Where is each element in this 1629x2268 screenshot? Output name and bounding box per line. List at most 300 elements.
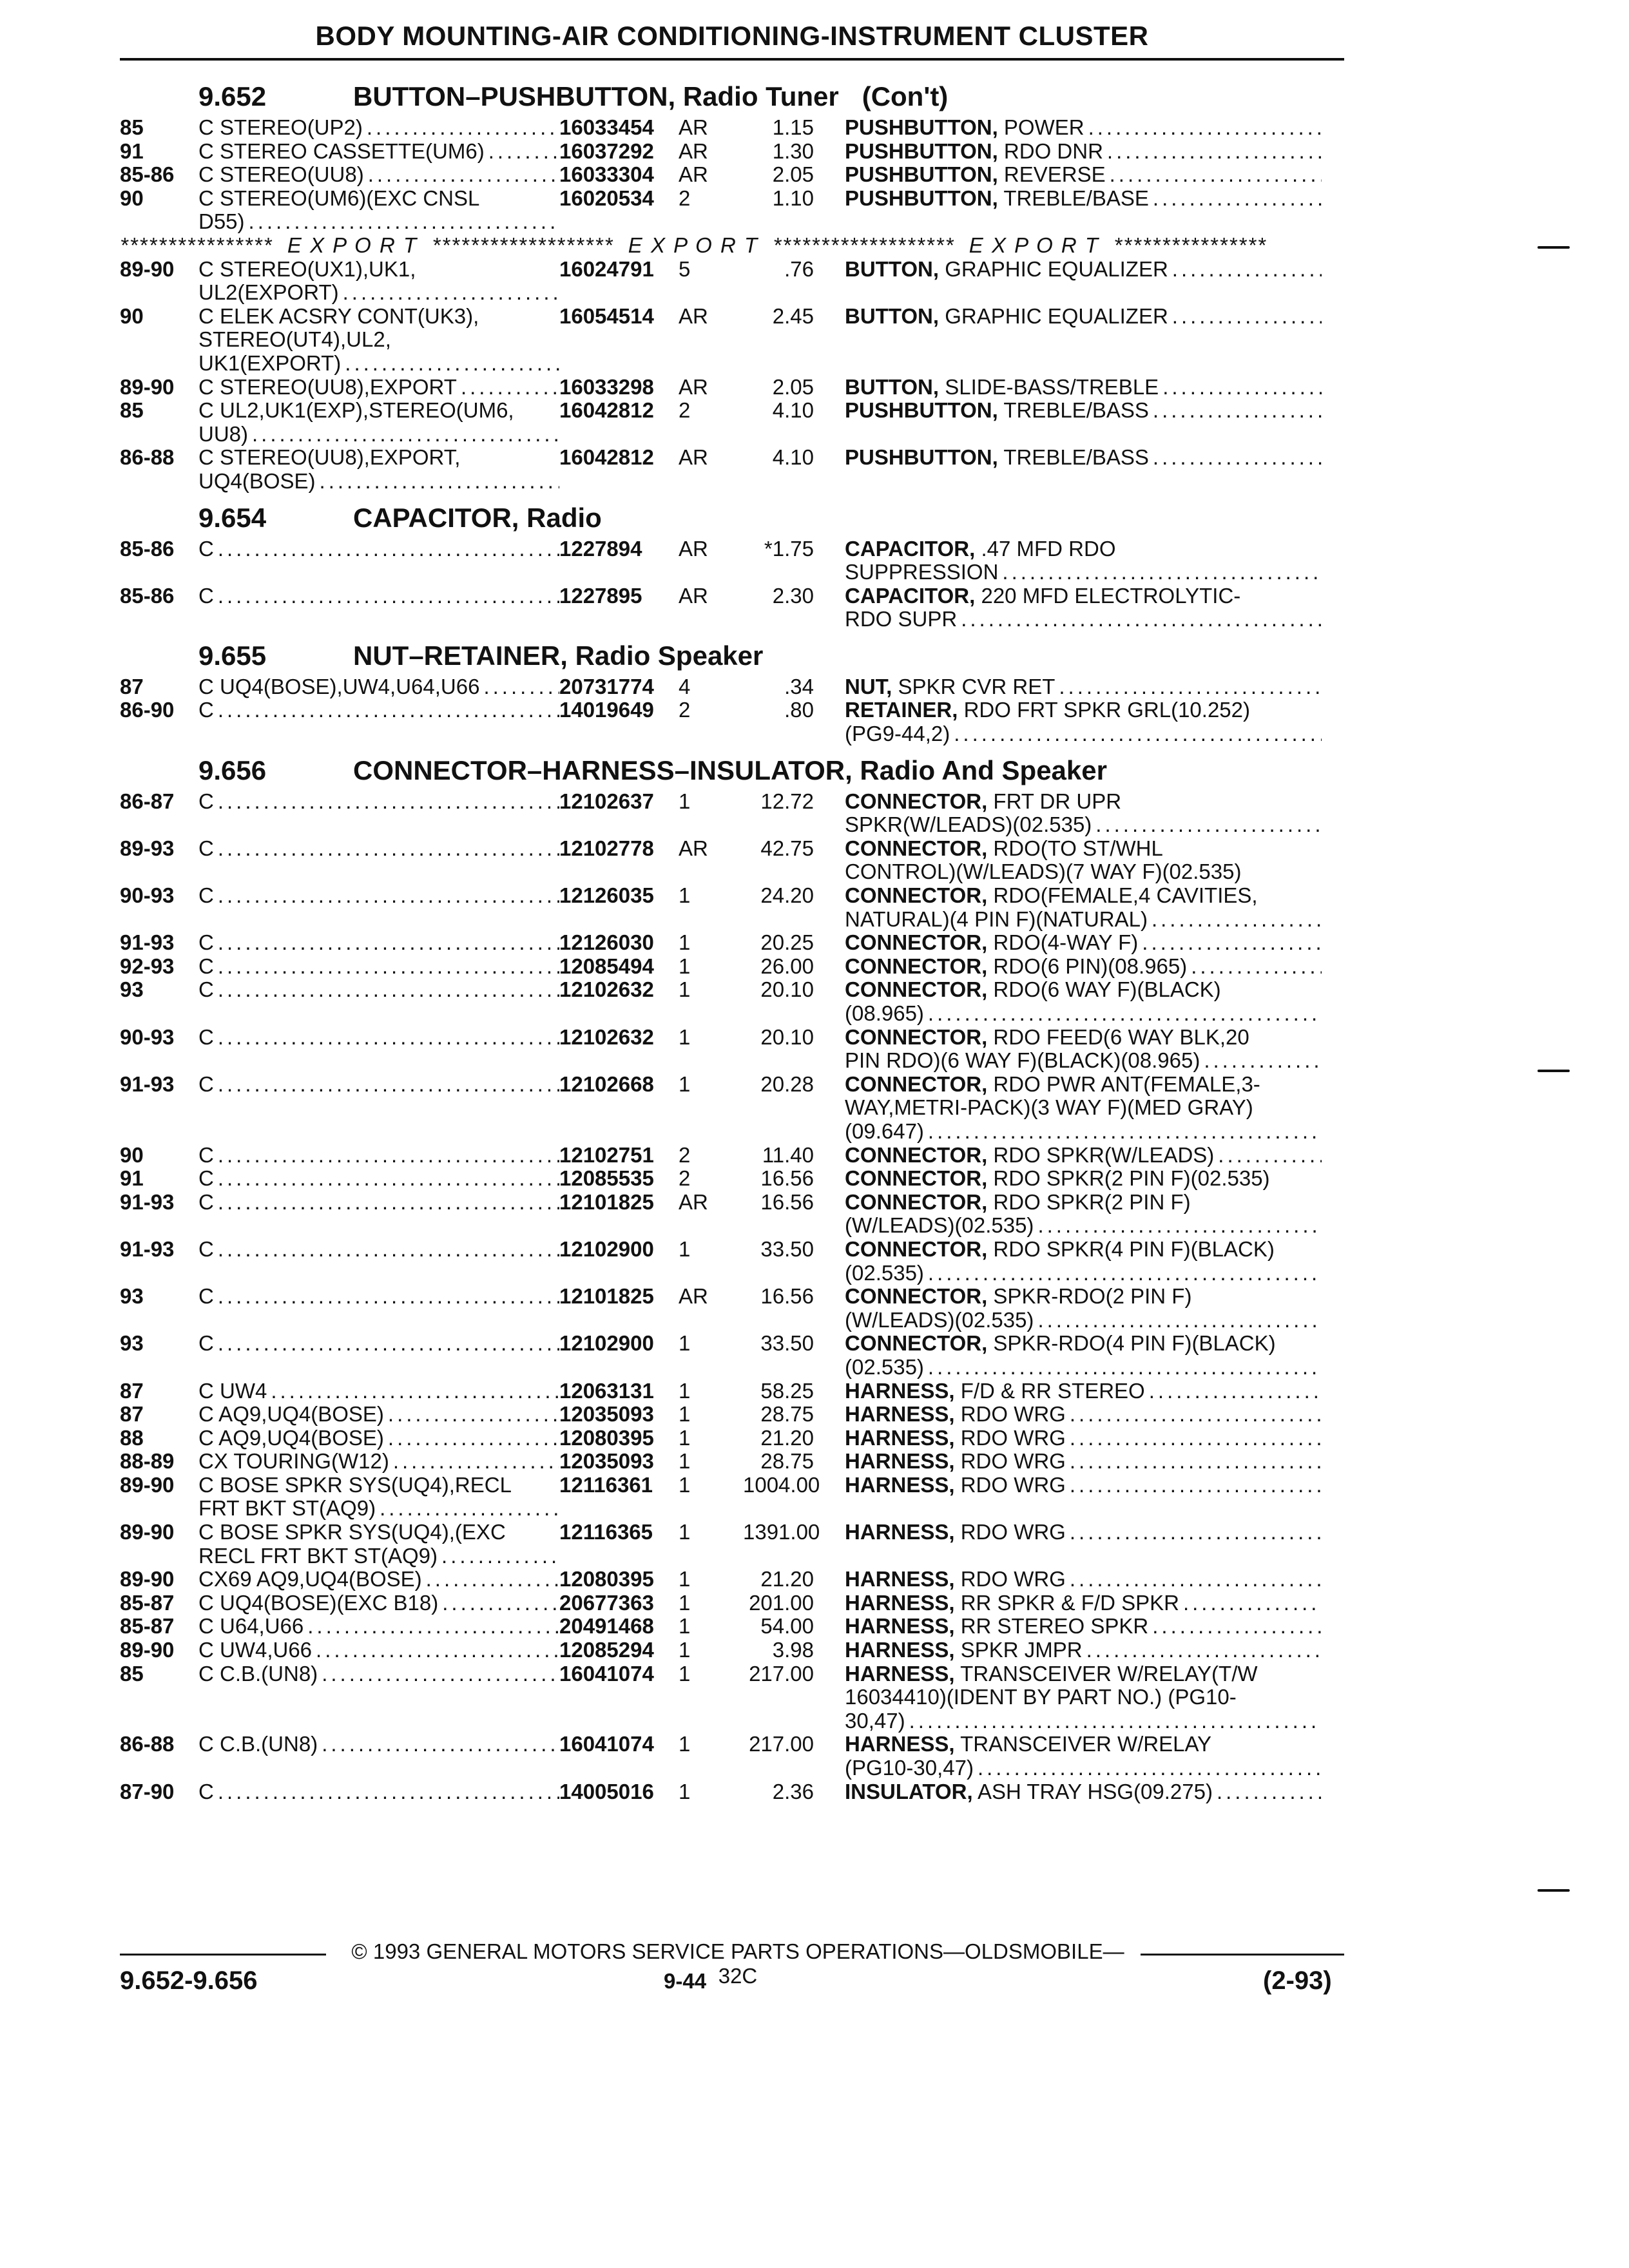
description-text: HARNESS, RDO WRG <box>845 1567 1066 1591</box>
model-year: 86-87 <box>120 789 175 813</box>
part-number: 14019649 <box>559 698 654 722</box>
price: 2.30 <box>772 583 814 608</box>
description-cell <box>845 1568 1322 1591</box>
part-number: 12126030 <box>559 930 654 955</box>
application-cell <box>198 116 559 140</box>
model-year: 86-88 <box>120 445 175 470</box>
description-text: PIN RDO)(6 WAY F)(BLACK)(08.965) <box>845 1048 1200 1073</box>
part-number: 14005016 <box>559 1779 654 1803</box>
description-keyword: PUSHBUTTON, <box>845 186 998 210</box>
application-line <box>198 790 559 814</box>
leader-dots <box>214 1026 559 1050</box>
quantity: 2 <box>679 1142 691 1167</box>
leader-dots <box>389 1450 559 1474</box>
leader-dots <box>214 931 559 955</box>
footer-rule-left <box>120 1954 326 1956</box>
price: 2.05 <box>772 374 814 399</box>
model-year: 85 <box>120 115 144 139</box>
application-cell <box>198 1639 559 1662</box>
quantity: 1 <box>679 954 691 978</box>
quantity: 2 <box>679 1166 691 1191</box>
description-text: HARNESS, RDO WRG <box>845 1402 1066 1427</box>
application-cell <box>198 1167 559 1191</box>
parts-row <box>120 698 1344 745</box>
leader-dots <box>974 1756 1322 1780</box>
leader-dots <box>1149 446 1322 470</box>
description-text: (PG9-44,2) <box>845 722 950 746</box>
description-cell <box>845 1285 1322 1332</box>
price: .34 <box>784 674 814 698</box>
description-cell <box>845 399 1322 446</box>
margin-mark <box>1537 1889 1570 1892</box>
section-title: NUT–RETAINER, Radio Speaker <box>353 640 764 671</box>
description-line: CONNECTOR, RDO SPKR(2 PIN F) <box>845 1189 1191 1214</box>
application-text: UK1(EXPORT) <box>198 351 342 375</box>
part-number: 12080395 <box>559 1567 654 1591</box>
description-text: SPKR(W/LEADS)(02.535) <box>845 812 1092 837</box>
description-line <box>845 1474 1322 1497</box>
price: 33.50 <box>760 1331 814 1356</box>
application-cell <box>198 884 559 931</box>
description-text: HARNESS, RDO WRG <box>845 1472 1066 1497</box>
application-line <box>198 1639 559 1662</box>
description-keyword: HARNESS, <box>845 1638 955 1662</box>
description-line <box>845 258 1322 282</box>
parts-row <box>120 116 1344 140</box>
application-text: C <box>198 583 214 608</box>
parts-row <box>120 1379 1344 1403</box>
application-text: C UW4 <box>198 1378 267 1403</box>
part-number: 20491468 <box>559 1614 654 1639</box>
description-keyword: HARNESS, <box>845 1590 955 1615</box>
description-keyword: CONNECTOR, <box>845 954 988 978</box>
leader-dots <box>1213 1780 1322 1804</box>
application-line <box>198 423 559 447</box>
description-text: CONNECTOR, RDO(4-WAY F) <box>845 930 1139 955</box>
application-line <box>198 352 559 376</box>
quantity: AR <box>679 139 708 163</box>
price: 2.05 <box>772 162 814 187</box>
application-cell <box>198 376 559 399</box>
quantity: 2 <box>679 186 691 210</box>
application-line <box>198 1379 559 1403</box>
price: 54.00 <box>760 1614 814 1639</box>
application-text: C STEREO(UP2) <box>198 115 363 139</box>
leader-dots <box>341 352 559 376</box>
leader-dots <box>438 1544 559 1568</box>
leader-dots <box>1066 1450 1322 1474</box>
section-number: 9.655 <box>198 640 267 671</box>
application-cell <box>198 1450 559 1474</box>
parts-row <box>120 837 1344 884</box>
application-line: C BOSE SPKR SYS(UQ4),(EXC <box>198 1520 506 1544</box>
leader-dots <box>1066 1474 1322 1497</box>
parts-row <box>120 1474 1344 1521</box>
description-cell <box>845 1191 1322 1238</box>
model-year: 91-93 <box>120 1072 175 1096</box>
description-keyword: CONNECTOR, <box>845 883 988 908</box>
leader-dots <box>479 675 559 699</box>
description-keyword: NUT, <box>845 674 892 698</box>
application-line <box>198 140 559 164</box>
parts-row <box>120 1780 1344 1804</box>
description-cell <box>845 1167 1322 1191</box>
model-year: 91-93 <box>120 1189 175 1214</box>
application-line <box>198 1450 559 1474</box>
leader-dots <box>363 116 559 140</box>
description-cell <box>845 446 1322 493</box>
leader-dots <box>384 1427 559 1450</box>
leader-dots <box>1034 1309 1322 1332</box>
quantity: 1 <box>679 977 691 1002</box>
model-year: 89-90 <box>120 1472 175 1497</box>
application-line: C STEREO(UM6)(EXC CNSL <box>198 186 480 210</box>
parts-row <box>120 584 1344 631</box>
section-title: CONNECTOR–HARNESS–INSULATOR, Radio And Speaker <box>353 754 1107 785</box>
description-line <box>845 399 1322 423</box>
description-keyword: HARNESS, <box>845 1614 955 1639</box>
leader-dots <box>1148 1615 1322 1639</box>
parts-row <box>120 399 1344 446</box>
description-text: RDO SUPR <box>845 607 958 631</box>
application-line <box>198 281 559 305</box>
description-text: HARNESS, RR SPKR & F/D SPKR <box>845 1590 1179 1615</box>
quantity: 1 <box>679 1661 691 1686</box>
part-number: 12101825 <box>559 1189 654 1214</box>
description-cell <box>845 1238 1322 1285</box>
application-line <box>198 931 559 955</box>
model-year: 89-90 <box>120 256 175 281</box>
description-line <box>845 1568 1322 1591</box>
price: 2.36 <box>772 1779 814 1803</box>
model-year: 90 <box>120 186 144 210</box>
application-line <box>198 1073 559 1097</box>
leader-dots <box>1148 908 1322 932</box>
description-keyword: HARNESS, <box>845 1402 955 1427</box>
leader-dots <box>214 978 559 1002</box>
price: 1004.00 <box>743 1472 820 1497</box>
application-line <box>198 1733 559 1756</box>
quantity: 1 <box>679 1402 691 1427</box>
parts-row <box>120 884 1344 931</box>
description-line <box>845 1049 1322 1073</box>
quantity: 2 <box>679 398 691 423</box>
part-number: 12102900 <box>559 1236 654 1261</box>
parts-row <box>120 305 1344 376</box>
part-number: 12102668 <box>559 1072 654 1096</box>
application-text: C STEREO(UU8) <box>198 162 364 187</box>
quantity: AR <box>679 374 708 399</box>
application-cell <box>198 1238 559 1285</box>
application-line <box>198 1285 559 1309</box>
part-number: 16024791 <box>559 256 654 281</box>
footer-page-number: 9-44 <box>664 1969 707 1993</box>
parts-row <box>120 1615 1344 1639</box>
leader-dots <box>214 1167 559 1191</box>
description-text: NATURAL)(4 PIN F)(NATURAL) <box>845 907 1148 931</box>
page-title: BODY MOUNTING-AIR CONDITIONING-INSTRUMENT CLUSTER <box>315 21 1149 51</box>
model-year: 91 <box>120 139 144 163</box>
price: 4.10 <box>772 445 814 470</box>
description-line <box>845 931 1322 955</box>
part-number: 16033454 <box>559 115 654 139</box>
description-line <box>845 722 1322 746</box>
price: 42.75 <box>760 836 814 860</box>
leader-dots <box>304 1615 559 1639</box>
quantity: 1 <box>679 1378 691 1403</box>
leader-dots <box>422 1568 559 1591</box>
parts-row <box>120 1191 1344 1238</box>
application-text: C <box>198 1072 214 1096</box>
parts-row <box>120 1733 1344 1780</box>
model-year: 90 <box>120 303 144 328</box>
description-text: HARNESS, RR STEREO SPKR <box>845 1614 1149 1639</box>
description-cell <box>845 1780 1322 1804</box>
price: 20.10 <box>760 1024 814 1049</box>
leader-dots <box>905 1709 1322 1733</box>
description-line <box>845 1214 1322 1238</box>
parts-row <box>120 258 1344 305</box>
leader-dots <box>1138 931 1322 955</box>
section-number: 9.654 <box>198 502 267 533</box>
section-number: 9.656 <box>198 754 267 785</box>
part-number: 20731774 <box>559 674 654 698</box>
model-year: 87 <box>120 674 144 698</box>
application-line <box>198 1403 559 1427</box>
leader-dots <box>1103 140 1322 164</box>
description-line: CONNECTOR, RDO(6 WAY F)(BLACK) <box>845 977 1221 1002</box>
application-text: C <box>198 1236 214 1261</box>
price: 21.20 <box>760 1425 814 1450</box>
description-cell <box>845 1332 1322 1379</box>
description-keyword: HARNESS, <box>845 1661 955 1686</box>
description-keyword: HARNESS, <box>845 1520 955 1544</box>
application-line: C STEREO(UX1),UK1, <box>198 256 416 281</box>
description-text: 30,47) <box>845 1708 905 1733</box>
description-text: HARNESS, RDO WRG <box>845 1449 1066 1474</box>
quantity: 1 <box>679 1638 691 1662</box>
leader-dots <box>384 1403 559 1427</box>
section-heading <box>120 637 1344 675</box>
part-number: 16041074 <box>559 1661 654 1686</box>
description-line <box>845 1379 1322 1403</box>
section-number: 9.652 <box>198 81 267 111</box>
application-line <box>198 884 559 908</box>
description-line <box>845 1309 1322 1332</box>
description-cell <box>845 1474 1322 1521</box>
parts-row <box>120 1403 1344 1427</box>
application-line <box>198 1780 559 1804</box>
leader-dots <box>318 1733 559 1756</box>
application-line <box>198 698 559 722</box>
model-year: 92-93 <box>120 954 175 978</box>
description-line: CONTROL)(W/LEADS)(7 WAY F)(02.535) <box>845 860 1242 884</box>
description-line <box>845 1450 1322 1474</box>
part-number: 12085494 <box>559 954 654 978</box>
description-line: CONNECTOR, FRT DR UPR <box>845 789 1122 813</box>
application-cell <box>198 163 559 187</box>
model-year: 89-90 <box>120 1567 175 1591</box>
description-line <box>845 813 1322 837</box>
description-keyword: CONNECTOR, <box>845 1189 988 1214</box>
quantity: 4 <box>679 674 691 698</box>
leader-dots <box>245 210 559 234</box>
export-divider: **************** E X P O R T ******************* E X P O R T ******************* E X P O R T **************** <box>120 233 1267 257</box>
description-text: PUSHBUTTON, REVERSE <box>845 162 1106 187</box>
description-cell <box>845 584 1322 631</box>
description-keyword: CAPACITOR, <box>845 536 976 561</box>
margin-mark <box>1537 1070 1570 1072</box>
description-cell <box>845 1073 1322 1144</box>
quantity: AR <box>679 836 708 860</box>
description-cell <box>845 1144 1322 1168</box>
description-text: PUSHBUTTON, TREBLE/BASS <box>845 398 1149 423</box>
description-text: (02.535) <box>845 1354 924 1379</box>
description-cell <box>845 163 1322 187</box>
description-text: PUSHBUTTON, TREBLE/BASS <box>845 445 1149 470</box>
application-cell <box>198 1403 559 1427</box>
quantity: AR <box>679 583 708 608</box>
application-text: C <box>198 836 214 860</box>
description-line: 16034410)(IDENT BY PART NO.) (PG10- <box>845 1685 1237 1709</box>
parts-row <box>120 376 1344 399</box>
description-keyword: BUTTON, <box>845 303 940 328</box>
description-keyword: CONNECTOR, <box>845 1236 988 1261</box>
model-year: 85-86 <box>120 536 175 561</box>
description-line <box>845 1780 1322 1804</box>
quantity: 1 <box>679 1779 691 1803</box>
parts-row <box>120 1662 1344 1733</box>
model-year: 88-89 <box>120 1449 175 1474</box>
application-line: C STEREO(UU8),EXPORT, <box>198 445 461 470</box>
description-text: PUSHBUTTON, TREBLE/BASE <box>845 186 1149 210</box>
description-line <box>845 1120 1322 1144</box>
description-line <box>845 1144 1322 1168</box>
part-number: 12116361 <box>559 1472 653 1497</box>
description-line: CONNECTOR, RDO FEED(6 WAY BLK,20 <box>845 1024 1249 1049</box>
application-text: CX TOURING(W12) <box>198 1449 389 1474</box>
quantity: 1 <box>679 883 691 908</box>
description-cell <box>845 698 1322 745</box>
application-text: C UQ4(BOSE)(EXC B18) <box>198 1590 439 1615</box>
application-text: C <box>198 789 214 813</box>
application-cell <box>198 931 559 955</box>
description-keyword: BUTTON, <box>845 374 940 399</box>
description-text: (W/LEADS)(02.535) <box>845 1307 1034 1332</box>
model-year: 93 <box>120 1284 144 1309</box>
model-year: 89-93 <box>120 836 175 860</box>
model-year: 89-90 <box>120 1638 175 1662</box>
leader-dots <box>339 281 559 305</box>
model-year: 90 <box>120 1142 144 1167</box>
description-cell <box>845 837 1322 884</box>
description-text: HARNESS, RDO WRG <box>845 1520 1066 1544</box>
leader-dots <box>457 376 559 399</box>
description-keyword: CONNECTOR, <box>845 930 988 955</box>
description-text: PUSHBUTTON, POWER <box>845 115 1084 139</box>
leader-dots <box>1168 258 1322 282</box>
price: 217.00 <box>749 1732 814 1756</box>
application-cell <box>198 1521 559 1568</box>
description-cell <box>845 1403 1322 1427</box>
description-cell <box>845 675 1322 699</box>
application-cell <box>198 399 559 446</box>
part-number: 12063131 <box>559 1378 654 1403</box>
application-cell <box>198 1026 559 1073</box>
part-number: 12035093 <box>559 1449 654 1474</box>
quantity: 2 <box>679 698 691 722</box>
application-text: C <box>198 954 214 978</box>
parts-row <box>120 1144 1344 1168</box>
application-cell <box>198 790 559 837</box>
application-cell <box>198 1285 559 1332</box>
description-text: BUTTON, GRAPHIC EQUALIZER <box>845 303 1168 328</box>
description-line <box>845 1639 1322 1662</box>
price: 26.00 <box>760 954 814 978</box>
application-line: C ELEK ACSRY CONT(UK3), <box>198 303 479 328</box>
application-line <box>198 1615 559 1639</box>
description-text: (PG10-30,47) <box>845 1756 974 1780</box>
description-keyword: PUSHBUTTON, <box>845 162 998 187</box>
application-line <box>198 978 559 1002</box>
model-year: 86-88 <box>120 1732 175 1756</box>
application-cell <box>198 1379 559 1403</box>
description-text: (09.647) <box>845 1119 924 1143</box>
application-text: C UW4,U66 <box>198 1638 313 1662</box>
application-line <box>198 1591 559 1615</box>
description-cell <box>845 1591 1322 1615</box>
price: 20.28 <box>760 1072 814 1096</box>
leader-dots <box>1159 376 1322 399</box>
description-keyword: RETAINER, <box>845 698 958 722</box>
description-text: (W/LEADS)(02.535) <box>845 1213 1034 1238</box>
part-number: 12102900 <box>559 1331 654 1356</box>
description-line: CAPACITOR, .47 MFD RDO <box>845 536 1116 561</box>
application-text: C AQ9,UQ4(BOSE) <box>198 1402 384 1427</box>
application-text: C <box>198 1189 214 1214</box>
leader-dots <box>1066 1521 1322 1544</box>
part-number: 12085294 <box>559 1638 654 1662</box>
application-line <box>198 1568 559 1591</box>
description-cell <box>845 1615 1322 1639</box>
application-cell <box>198 187 559 234</box>
application-cell <box>198 1615 559 1639</box>
application-text: C <box>198 1024 214 1049</box>
description-cell <box>845 305 1322 376</box>
description-line <box>845 1356 1322 1379</box>
description-text: HARNESS, SPKR JMPR <box>845 1638 1083 1662</box>
description-line <box>845 1403 1322 1427</box>
description-line: CONNECTOR, RDO SPKR(2 PIN F)(02.535) <box>845 1166 1270 1191</box>
quantity: AR <box>679 162 708 187</box>
leader-dots <box>1149 399 1322 423</box>
application-cell <box>198 837 559 884</box>
application-text: D55) <box>198 209 245 234</box>
description-line <box>845 908 1322 932</box>
application-cell <box>198 1780 559 1804</box>
application-text: C <box>198 1779 214 1803</box>
quantity: AR <box>679 1284 708 1309</box>
parts-row <box>120 978 1344 1025</box>
description-line <box>845 305 1322 329</box>
description-line: HARNESS, TRANSCEIVER W/RELAY <box>845 1732 1212 1756</box>
description-text: (02.535) <box>845 1260 924 1285</box>
leader-dots <box>924 1002 1322 1026</box>
description-line <box>845 1521 1322 1544</box>
description-keyword: CONNECTOR, <box>845 836 988 860</box>
quantity: AR <box>679 303 708 328</box>
leader-dots <box>214 1780 559 1804</box>
